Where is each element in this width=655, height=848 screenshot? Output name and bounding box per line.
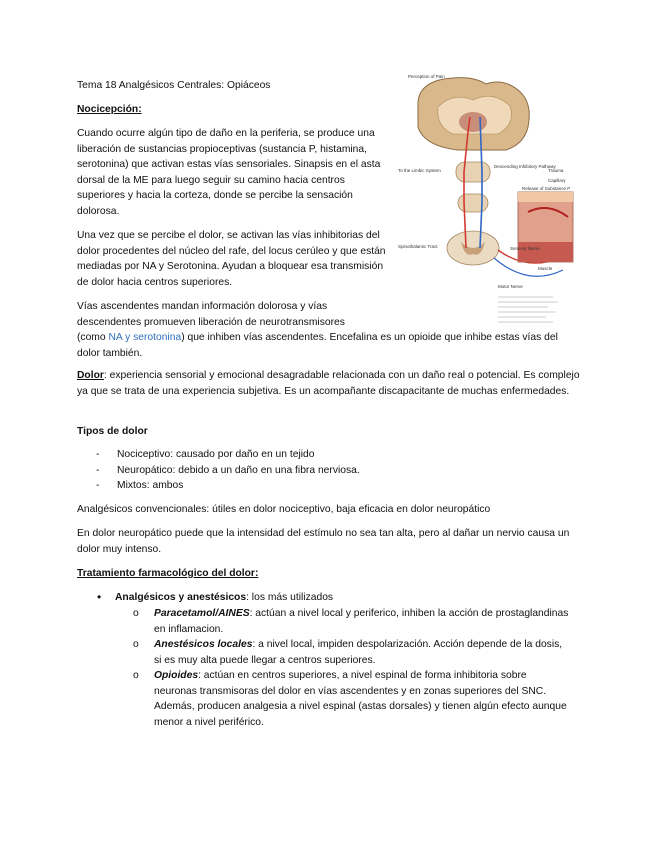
pain-pathway-figure [398, 72, 578, 332]
tipos-heading: Tipos de dolor [77, 426, 148, 437]
thalamus [459, 112, 487, 132]
paragraph-3-line-a: Vías ascendentes mandan información dolorosa y vías descendentes promueven liberación de neurotransmisores [77, 301, 345, 328]
dolor-term: Dolor [77, 370, 104, 381]
sub-item-description: : actúan a nivel local y periferico, inhiben la acción de prostaglandinas en inflamacion. [154, 608, 569, 635]
document-title: Tema 18 Analgésicos Centrales: Opiáceos [77, 80, 271, 91]
dolor-text: : experiencia sensorial y emocional desagradable relacionada con un daño real o potencial. Es complejo ya que se trata de una experiencia subjetiva. Es un acompañante discapacitante de muchas enfermedades. [77, 370, 580, 397]
label-motor-nerve: Motor Nerve [498, 284, 523, 289]
dolor-definition [77, 368, 582, 399]
nocicepcion-paragraph-1: Cuando ocurre algún tipo de daño en la periferia, se produce una liberación de sustancias propioceptivas (sustancia P, histamina, serotonina) que activan estas vías sensoriales. Sinapsis en el asta dorsal de la ME para luego seguir su camino hacia centros superiores y hacia la corteza, donde se percibe la sensación dolorosa. [77, 128, 381, 217]
analgesicos-bullet [77, 590, 582, 606]
label-substance-p: Release of Substance P [522, 186, 571, 191]
p3-rest: ) que inhiben vías ascendentes. Encefalina es un opioide que inhibe estas vías del dolor también. [77, 332, 558, 359]
figure-caption-lines [498, 297, 558, 322]
sub-item-text [154, 606, 569, 637]
circle-bullet-icon: o [133, 670, 139, 681]
sub-item-text [154, 668, 569, 730]
paragraph-3-line-b [77, 330, 582, 361]
label-perception: Perception of Pain [408, 74, 445, 79]
label-sensory-nerve: Sensory Nerve [510, 246, 540, 251]
label-limbic: To the Limbic System [398, 168, 441, 173]
circle-bullet-icon: o [133, 608, 139, 619]
label-spinothalamic: Spinothalamic Tract [398, 244, 438, 249]
tratamiento-heading: Tratamiento farmacológico del dolor: [77, 568, 259, 579]
sub-item-text [154, 637, 569, 668]
neuropatico-paragraph: En dolor neuropático puede que la intensidad del estímulo no sea tan alta, pero al dañar un nervio causa un dolor muy intenso. [77, 528, 570, 555]
sub-item-description: : a nivel local, impiden despolarización. Acción depende de la dosis, si es muy alta puede llegar a centros superiores. [154, 639, 563, 666]
tipos-list [77, 447, 577, 494]
circle-bullet-icon: o [133, 639, 139, 650]
bullet-dot-icon: • [97, 590, 102, 604]
list-item: - Neuropático: debido a un daño en una fibra nerviosa. [77, 463, 577, 479]
nocicepcion-heading: Nocicepción: [77, 104, 142, 115]
list-item: - Nociceptivo: causado por daño en un tejido [77, 447, 577, 463]
sub-item-opioides [77, 668, 582, 730]
label-descending: Descending Inhibitory Pathway [494, 164, 556, 169]
tissue-skin [518, 192, 573, 202]
label-capillary: Capillary [548, 178, 566, 183]
muscle [518, 242, 573, 262]
na-serotonina-link[interactable]: NA y serotonina [108, 332, 182, 344]
sub-item-name: Anestésicos locales [154, 639, 253, 650]
brainstem-section-1 [456, 162, 490, 182]
sub-item-paracetamol [77, 606, 582, 637]
nocicepcion-paragraph-2: Una vez que se percibe el dolor, se activan las vías inhibitorias del dolor procedentes del núcleo del rafe, del locus cerúleo y que están mediadas por NA y Serotonina. Ayudan a bloquear esa transmisión de dolor hacia centros superiores. [77, 230, 386, 288]
sub-item-description: : actúan en centros superiores, a nivel espinal de forma inhibitoria sobre neuronas transmisoras del dolor en vías ascendentes y en zonas superiores del SNC. Además, producen analgesia a nivel espinal (astas dorsales) y tienen algún efecto aunque menor a nivel periférico. [154, 670, 567, 728]
list-item: - Mixtos: ambos [77, 478, 577, 494]
p3-open: (como [77, 332, 109, 344]
analgesicos-line [115, 590, 582, 606]
label-trauma: Trauma [548, 168, 564, 173]
analgesicos-bold: Analgésicos y anestésicos [115, 592, 247, 603]
sub-item-name: Paracetamol/AINES [154, 608, 250, 619]
pain-pathway-illustration [398, 72, 578, 332]
label-muscle: Muscle [538, 266, 553, 271]
sub-item-anestesicos [77, 637, 582, 668]
convencionales-paragraph: Analgésicos convencionales: útiles en dolor nociceptivo, baja eficacia en dolor neuropático [77, 504, 491, 515]
brainstem-section-2 [458, 194, 488, 212]
analgesicos-rest: : los más utilizados [246, 592, 334, 603]
sub-item-name: Opioides [154, 670, 199, 681]
